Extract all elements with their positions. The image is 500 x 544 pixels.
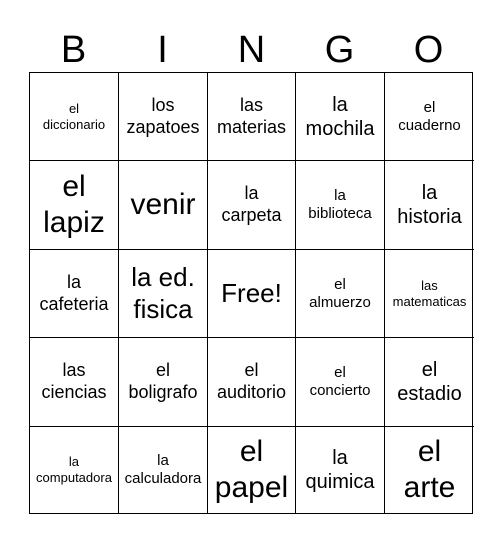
bingo-cell[interactable] xyxy=(208,338,296,427)
bingo-cell[interactable] xyxy=(296,338,385,427)
bingo-cell[interactable] xyxy=(119,427,208,513)
bingo-cell[interactable] xyxy=(208,427,296,513)
bingo-cell[interactable] xyxy=(385,250,474,338)
cell-text: el almuerzo xyxy=(309,275,371,311)
cell-text: el boligrafo xyxy=(128,360,198,402)
cell-text: el estadio xyxy=(397,359,462,405)
bingo-cell[interactable] xyxy=(30,250,119,338)
bingo-cell[interactable] xyxy=(30,338,119,427)
cell-text: el lapiz xyxy=(43,170,105,239)
bingo-cell[interactable] xyxy=(119,161,208,250)
bingo-cell[interactable] xyxy=(385,161,474,250)
cell-text: la ed. fisica xyxy=(131,262,195,324)
cell-text: venir xyxy=(130,188,196,221)
cell-text: las ciencias xyxy=(41,360,107,402)
cell-text: las matematicas xyxy=(392,277,467,309)
bingo-header xyxy=(29,28,473,72)
bingo-grid xyxy=(29,72,473,514)
cell-text: la calculadora xyxy=(124,452,202,487)
header-letter-i: I xyxy=(157,29,168,71)
cell-text: el cuaderno xyxy=(398,98,461,134)
bingo-cell[interactable] xyxy=(30,427,119,513)
cell-text: la historia xyxy=(397,182,462,228)
bingo-cell[interactable] xyxy=(119,250,208,338)
cell-text: el concierto xyxy=(309,364,371,399)
cell-text: las materias xyxy=(216,94,287,137)
header-letter-g: G xyxy=(324,29,355,71)
free-cell[interactable] xyxy=(208,250,296,338)
bingo-cell[interactable] xyxy=(385,427,474,513)
bingo-cell[interactable] xyxy=(296,250,385,338)
header-letter-b: B xyxy=(60,29,87,71)
bingo-cell[interactable] xyxy=(385,338,474,427)
cell-text: la biblioteca xyxy=(308,187,372,222)
cell-text: el papel xyxy=(214,435,289,504)
bingo-cell[interactable] xyxy=(296,161,385,250)
cell-text: el auditorio xyxy=(216,360,287,402)
bingo-cell[interactable] xyxy=(30,161,119,250)
cell-text: los zapatoes xyxy=(126,94,200,137)
cell-text: la cafeteria xyxy=(39,271,109,314)
bingo-cell[interactable] xyxy=(208,161,296,250)
header-letter-o: O xyxy=(413,29,444,71)
bingo-cell[interactable] xyxy=(296,427,385,513)
bingo-cell[interactable] xyxy=(208,73,296,161)
cell-text: la carpeta xyxy=(221,183,282,225)
bingo-cell[interactable] xyxy=(385,73,474,161)
cell-text: la quimica xyxy=(305,447,375,493)
bingo-cell[interactable] xyxy=(30,73,119,161)
cell-text: la computadora xyxy=(36,454,112,485)
header-letter-n: N xyxy=(237,29,266,71)
bingo-cell[interactable] xyxy=(119,338,208,427)
bingo-cell[interactable] xyxy=(119,73,208,161)
cell-text: el diccionario xyxy=(42,100,106,132)
free-space-text: Free! xyxy=(221,277,282,308)
cell-text: el arte xyxy=(403,435,456,504)
bingo-cell[interactable] xyxy=(296,73,385,161)
cell-text: la mochila xyxy=(305,93,375,140)
